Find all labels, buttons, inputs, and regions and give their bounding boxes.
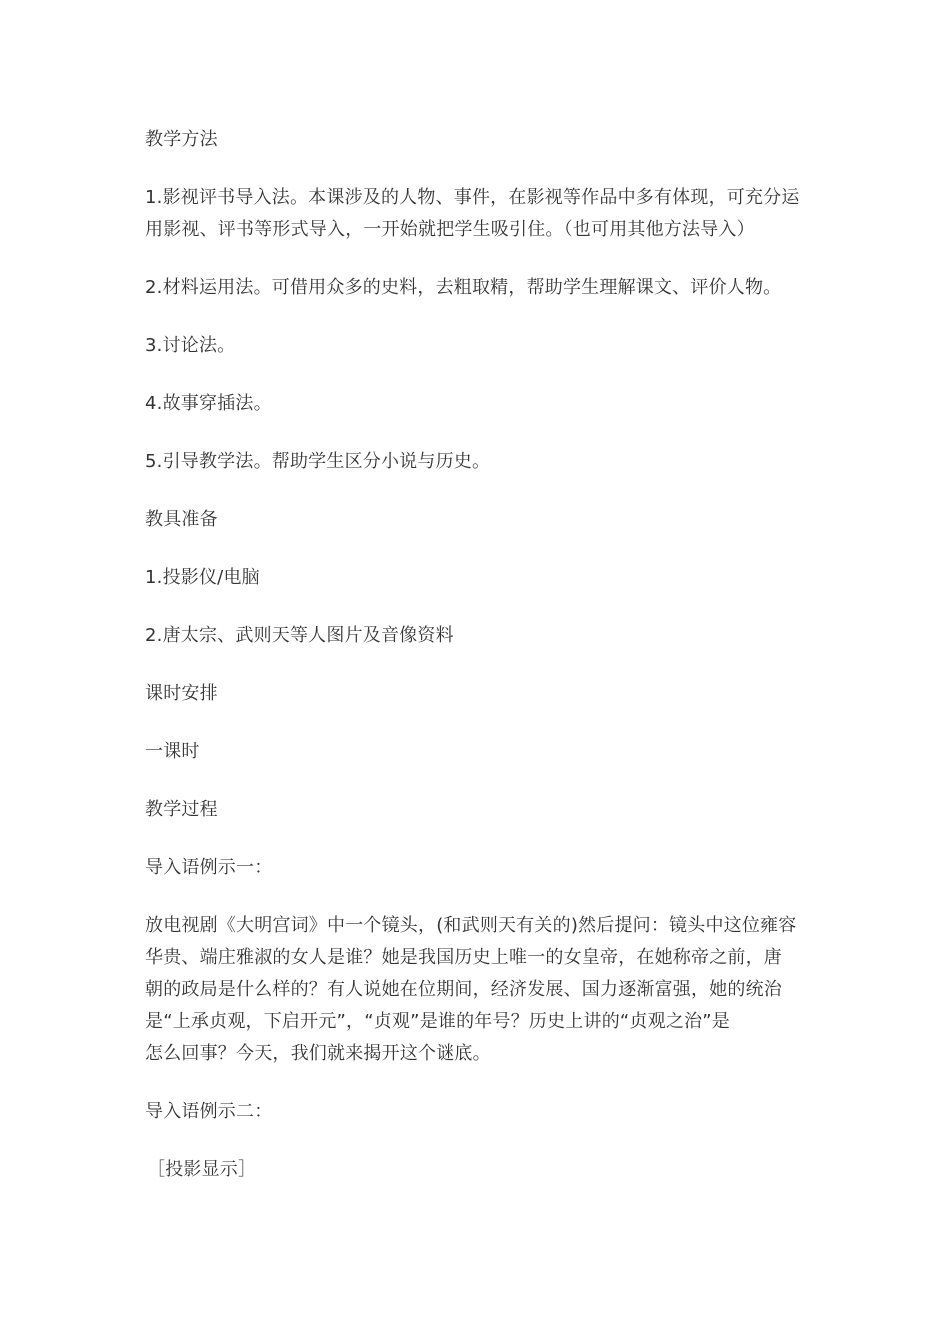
intro-example-1-line-1: 放电视剧《大明宫词》中一个镜头，(和武则天有关的)然后提问：镜头中这位雍容 — [145, 915, 797, 936]
schedule-value: 一课时 — [145, 741, 200, 762]
method-item-5: 5.引导教学法。帮助学生区分小说与历史。 — [145, 451, 491, 472]
method-item-4: 4.故事穿插法。 — [145, 393, 272, 414]
method-item-2: 2.材料运用法。可借用众多的史料，去粗取精，帮助学生理解课文、评价人物。 — [145, 277, 782, 298]
intro-example-1-title: 导入语例示一： — [145, 857, 273, 878]
intro-example-2-title: 导入语例示二： — [145, 1101, 273, 1122]
tool-item-1: 1.投影仪/电脑 — [145, 567, 260, 588]
intro-example-1-line-2: 华贵、端庄雅淑的女人是谁？她是我国历史上唯一的女皇帝，在她称帝之前，唐 — [145, 947, 782, 968]
heading-class-schedule: 课时安排 — [145, 683, 218, 704]
method-item-1-line-2: 用影视、评书等形式导入，一开始就把学生吸引住。（也可用其他方法导入） — [145, 219, 755, 240]
intro-example-1-line-5: 怎么回事？今天，我们就来揭开这个谜底。 — [145, 1043, 491, 1064]
heading-teaching-tools: 教具准备 — [145, 509, 218, 530]
heading-teaching-method: 教学方法 — [145, 129, 218, 150]
tool-item-2: 2.唐太宗、武则天等人图片及音像资料 — [145, 625, 454, 646]
method-item-3: 3.讨论法。 — [145, 335, 236, 356]
intro-example-1-text — [145, 910, 810, 1070]
intro-example-1-line-4: 是“上承贞观，下启开元”，“贞观”是谁的年号？历史上讲的“贞观之治”是 — [145, 1011, 730, 1032]
projection-label: ［投影显示］ — [147, 1159, 257, 1180]
method-item-1-line-1: 1.影视评书导入法。本课涉及的人物、事件，在影视等作品中多有体现，可充分运 — [145, 187, 800, 208]
document-body — [145, 124, 810, 1186]
intro-example-1-line-3: 朝的政局是什么样的？有人说她在位期间，经济发展、国力逐渐富强，她的统治 — [145, 979, 782, 1000]
heading-teaching-process: 教学过程 — [145, 799, 218, 820]
method-item-1 — [145, 182, 810, 246]
